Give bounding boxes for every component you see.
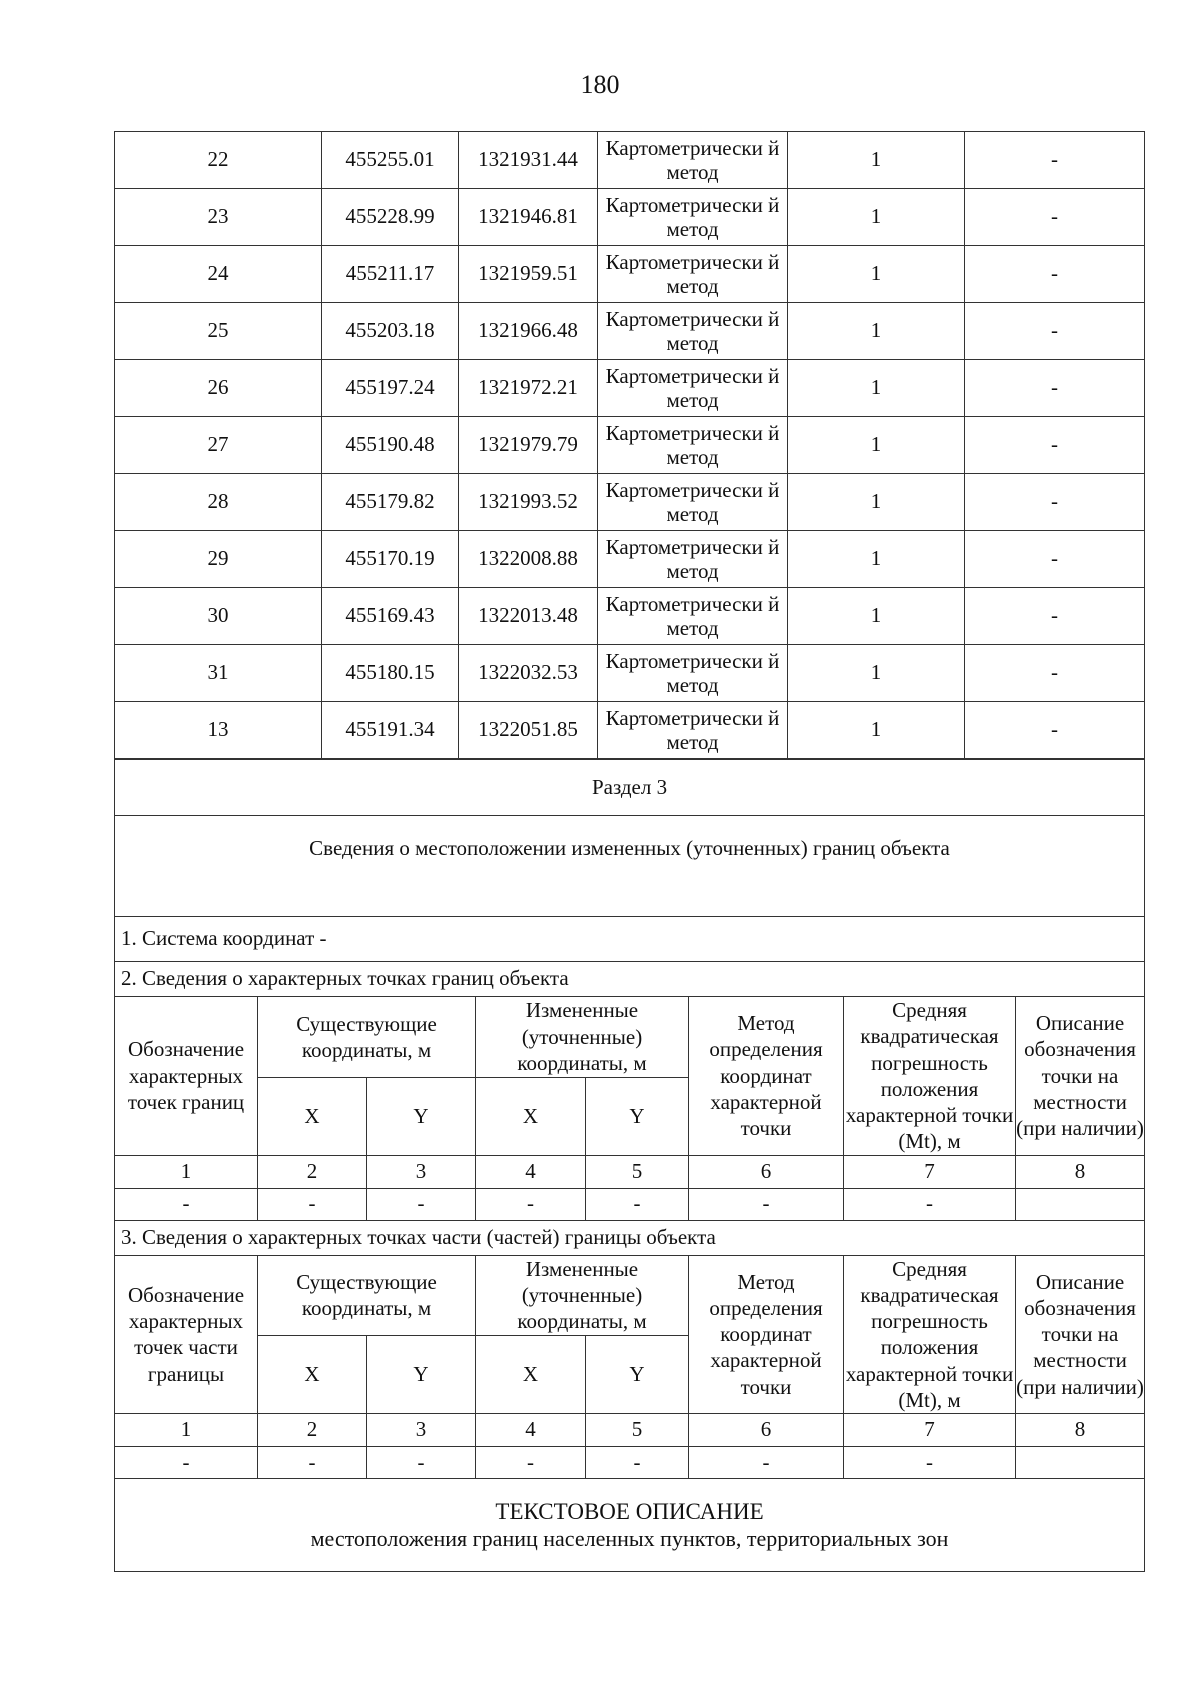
cell-description: - <box>965 132 1145 189</box>
cell-coord-x: 455169.43 <box>322 588 459 645</box>
cell-coord-x: 455228.99 <box>322 189 459 246</box>
points-header-changed-x: X <box>476 1077 586 1155</box>
cell-point-number: 30 <box>115 588 322 645</box>
parts-empty-cell: - <box>367 1447 476 1479</box>
cell-method: Картометрически й метод <box>598 246 788 303</box>
cell-coord-y: 1321959.51 <box>459 246 598 303</box>
table-row <box>115 474 1145 531</box>
cell-mt-value: 1 <box>788 246 965 303</box>
cell-method: Картометрически й метод <box>598 360 788 417</box>
points-col-number: 7 <box>844 1155 1016 1188</box>
table-row <box>115 645 1145 702</box>
cell-coord-x: 455190.48 <box>322 417 459 474</box>
cell-description: - <box>965 531 1145 588</box>
cell-coord-y: 1321979.79 <box>459 417 598 474</box>
points-empty-cell: - <box>844 1188 1016 1220</box>
cell-description: - <box>965 474 1145 531</box>
cell-point-number: 26 <box>115 360 322 417</box>
parts-empty-cell <box>1016 1447 1145 1479</box>
cell-mt-value: 1 <box>788 417 965 474</box>
cell-method: Картометрически й метод <box>598 702 788 759</box>
cell-method: Картометрически й метод <box>598 417 788 474</box>
cell-mt-value: 1 <box>788 645 965 702</box>
parts-header-description: Описание обозначения точки на местности (при наличии) <box>1016 1255 1145 1414</box>
cell-coord-x: 455211.17 <box>322 246 459 303</box>
parts-empty-cell: - <box>689 1447 844 1479</box>
parts-header-mt: Средняя квадратическая погрешность положения характерной точки (Mt), м <box>844 1255 1016 1414</box>
cell-point-number: 24 <box>115 246 322 303</box>
table-row <box>115 531 1145 588</box>
table-row <box>115 360 1145 417</box>
cell-description: - <box>965 189 1145 246</box>
cell-coord-x: 455203.18 <box>322 303 459 360</box>
cell-point-number: 28 <box>115 474 322 531</box>
points-empty-cell: - <box>476 1188 586 1220</box>
table-row <box>115 189 1145 246</box>
cell-method: Картометрически й метод <box>598 303 788 360</box>
points-empty-cell: - <box>689 1188 844 1220</box>
cell-coord-x: 455179.82 <box>322 474 459 531</box>
parts-grid <box>115 1255 1145 1479</box>
points-grid <box>115 997 1145 1221</box>
points-col-number: 4 <box>476 1155 586 1188</box>
points-empty-cell: - <box>115 1188 258 1220</box>
points-header-method: Метод определения координат характерной точки <box>689 997 844 1156</box>
page-number: 180 <box>580 70 620 99</box>
parts-header-existing-x: X <box>258 1336 367 1414</box>
cell-method: Картометрически й метод <box>598 645 788 702</box>
points-header-mt: Средняя квадратическая погрешность положения характерной точки (Mt), м <box>844 997 1016 1156</box>
cell-point-number: 27 <box>115 417 322 474</box>
parts-header-changed: Измененные (уточненные) координаты, м <box>476 1255 689 1336</box>
cell-mt-value: 1 <box>788 474 965 531</box>
points-header-changed: Измененные (уточненные) координаты, м <box>476 997 689 1078</box>
parts-col-number: 6 <box>689 1414 844 1447</box>
cell-point-number: 22 <box>115 132 322 189</box>
cell-coord-y: 1322013.48 <box>459 588 598 645</box>
parts-empty-cell: - <box>115 1447 258 1479</box>
cell-description: - <box>965 360 1145 417</box>
cell-mt-value: 1 <box>788 132 965 189</box>
parts-header-existing: Существующие координаты, м <box>258 1255 476 1336</box>
points-empty-cell <box>1016 1188 1145 1220</box>
parts-col-number: 2 <box>258 1414 367 1447</box>
parts-col-number: 7 <box>844 1414 1016 1447</box>
parts-empty-cell: - <box>844 1447 1016 1479</box>
table-row <box>115 246 1145 303</box>
cell-mt-value: 1 <box>788 360 965 417</box>
section-title: Раздел 3 <box>115 760 1145 816</box>
points-empty-cell: - <box>258 1188 367 1220</box>
parts-empty-cell: - <box>258 1447 367 1479</box>
cell-coord-y: 1321946.81 <box>459 189 598 246</box>
points-col-number: 2 <box>258 1155 367 1188</box>
parts-header-changed-y: Y <box>586 1336 689 1414</box>
points-header-existing: Существующие координаты, м <box>258 997 476 1078</box>
cell-coord-y: 1321931.44 <box>459 132 598 189</box>
cell-method: Картометрически й метод <box>598 531 788 588</box>
section-3-table <box>114 759 1145 1572</box>
parts-header-method: Метод определения координат характерной точки <box>689 1255 844 1414</box>
parts-col-number: 5 <box>586 1414 689 1447</box>
cell-coord-x: 455191.34 <box>322 702 459 759</box>
cell-mt-value: 1 <box>788 189 965 246</box>
parts-header-existing-y: Y <box>367 1336 476 1414</box>
cell-method: Картометрически й метод <box>598 474 788 531</box>
cell-coord-y: 1322051.85 <box>459 702 598 759</box>
parts-header-designation: Обозначение характерных точек части границы <box>115 1255 258 1414</box>
points-header-existing-y: Y <box>367 1077 476 1155</box>
cell-description: - <box>965 702 1145 759</box>
cell-coord-y: 1321966.48 <box>459 303 598 360</box>
cell-description: - <box>965 246 1145 303</box>
cell-coord-y: 1321993.52 <box>459 474 598 531</box>
cell-description: - <box>965 588 1145 645</box>
coordinate-system: 1. Система координат - <box>115 917 1145 962</box>
cell-mt-value: 1 <box>788 702 965 759</box>
text-description-title: ТЕКСТОВОЕ ОПИСАНИЕ <box>495 1499 764 1524</box>
cell-point-number: 23 <box>115 189 322 246</box>
points-col-number: 8 <box>1016 1155 1145 1188</box>
cell-mt-value: 1 <box>788 588 965 645</box>
table-row <box>115 702 1145 759</box>
parts-col-number: 4 <box>476 1414 586 1447</box>
table-row <box>115 417 1145 474</box>
cell-method: Картометрически й метод <box>598 588 788 645</box>
section-subtitle: Сведения о местоположении измененных (уточненных) границ объекта <box>115 816 1145 917</box>
points-header-description: Описание обозначения точки на местности (при наличии) <box>1016 997 1145 1156</box>
cell-coord-x: 455180.15 <box>322 645 459 702</box>
parts-col-number: 1 <box>115 1414 258 1447</box>
text-description-block <box>115 1479 1145 1572</box>
points-col-number: 6 <box>689 1155 844 1188</box>
coordinates-table <box>114 131 1145 759</box>
points-header-existing-x: X <box>258 1077 367 1155</box>
points-col-number: 1 <box>115 1155 258 1188</box>
parts-empty-cell: - <box>586 1447 689 1479</box>
cell-coord-y: 1322032.53 <box>459 645 598 702</box>
cell-coord-y: 1322008.88 <box>459 531 598 588</box>
table-row <box>115 588 1145 645</box>
cell-coord-x: 455197.24 <box>322 360 459 417</box>
text-description-subtitle: местоположения границ населенных пунктов, территориальных зон <box>310 1525 949 1551</box>
points-heading: 2. Сведения о характерных точках границ объекта <box>115 962 1145 997</box>
cell-description: - <box>965 645 1145 702</box>
cell-description: - <box>965 417 1145 474</box>
table-row <box>115 303 1145 360</box>
cell-point-number: 31 <box>115 645 322 702</box>
points-header-changed-y: Y <box>586 1077 689 1155</box>
cell-point-number: 29 <box>115 531 322 588</box>
parts-col-number: 3 <box>367 1414 476 1447</box>
parts-empty-cell: - <box>476 1447 586 1479</box>
parts-header-changed-x: X <box>476 1336 586 1414</box>
points-empty-cell: - <box>586 1188 689 1220</box>
cell-coord-x: 455170.19 <box>322 531 459 588</box>
cell-description: - <box>965 303 1145 360</box>
points-header-designation: Обозначение характерных точек границ <box>115 997 258 1156</box>
cell-coord-x: 455255.01 <box>322 132 459 189</box>
points-col-number: 5 <box>586 1155 689 1188</box>
parts-heading: 3. Сведения о характерных точках части (частей) границы объекта <box>115 1220 1145 1255</box>
points-col-number: 3 <box>367 1155 476 1188</box>
cell-point-number: 25 <box>115 303 322 360</box>
points-empty-cell: - <box>367 1188 476 1220</box>
table-row <box>115 132 1145 189</box>
cell-method: Картометрически й метод <box>598 132 788 189</box>
parts-col-number: 8 <box>1016 1414 1145 1447</box>
cell-mt-value: 1 <box>788 303 965 360</box>
cell-mt-value: 1 <box>788 531 965 588</box>
coordinates-table-body <box>115 132 1145 759</box>
cell-coord-y: 1321972.21 <box>459 360 598 417</box>
cell-point-number: 13 <box>115 702 322 759</box>
cell-method: Картометрически й метод <box>598 189 788 246</box>
